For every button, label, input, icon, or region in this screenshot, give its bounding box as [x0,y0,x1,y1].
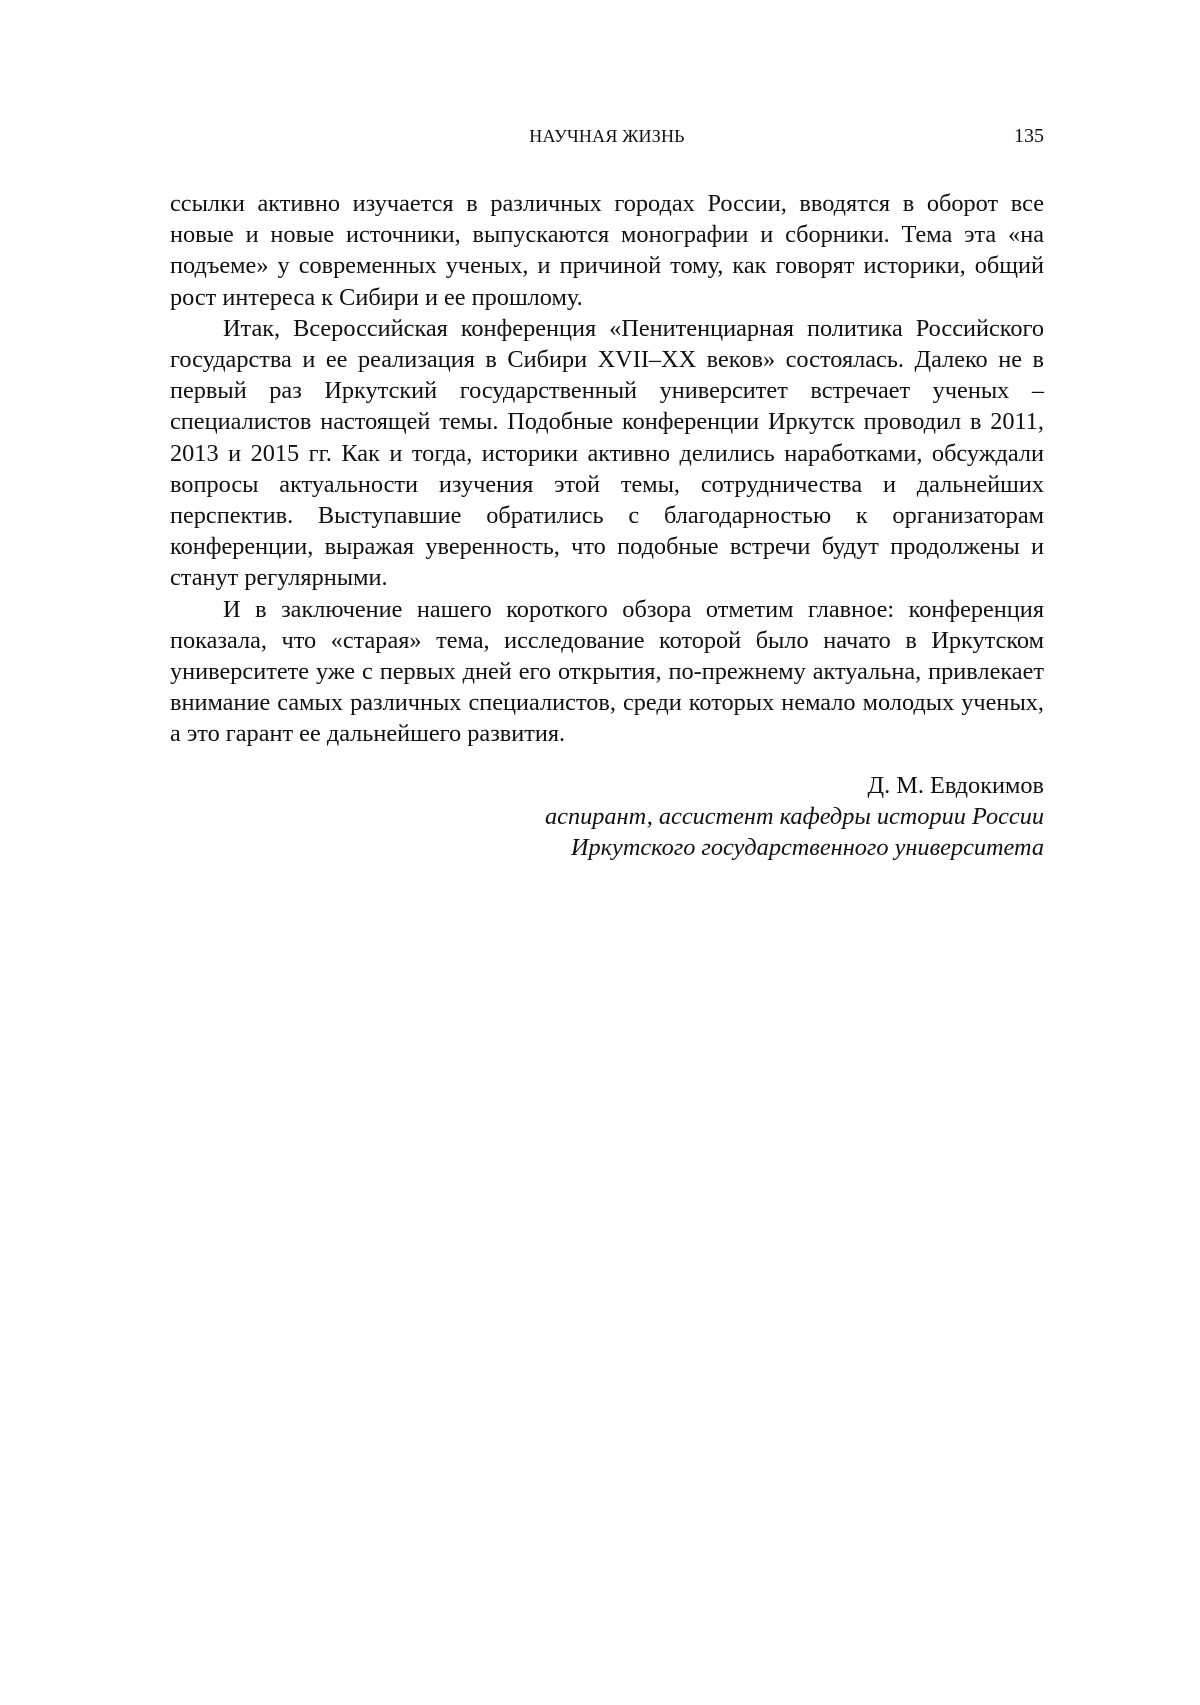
document-page [0,0,1200,1705]
author-name: Д. М. Евдокимов [170,770,1044,801]
article-body [170,188,1044,750]
page-number: 135 [1014,124,1044,148]
paragraph-conclusion: И в заключение нашего короткого обзора отметим главное: конферен­ция показала, что «старая» тема, исследование которой было начато в Ир­кутском университете уже с первых дней его открытия, по-прежнему акту­альна, привлекает внимание самых различных специалистов, среди которых немало молодых ученых, а это гарант ее дальнейшего развития. [170,594,1044,750]
author-institution: Иркутского государственного университета [170,832,1044,863]
running-title: НАУЧНАЯ ЖИЗНЬ [170,124,1044,148]
paragraph-conference-summary: Итак, Всероссийская конференция «Пенитенциарная политика Россий­ского государства и ее реализация в Сибири XVII–XX веков» состоялась. Далеко не в первый раз Иркутский государственный университет встречает ученых – специалистов настоящей темы. Подобные конференции Иркутск проводил в 2011, 2013 и 2015 гг. Как и тогда, историки активно делились наработками, обсуждали вопросы актуальности изучения этой темы, сотруд­ничества и дальнейших перспектив. Выступавшие обратились с благодарно­стью к организаторам конференции, выражая уверенность, что подобные встречи будут продолжены и станут регулярными. [170,313,1044,594]
paragraph-continuation: ссылки активно изучается в различных городах России, вводятся в оборот все новые и новые источники, выпускаются монографии и сборники. Тема эта «на подъеме» у современных ученых, и причиной тому, как говорят ис­торики, общий рост интереса к Сибири и ее прошлому. [170,188,1044,313]
author-position: аспирант, ассистент кафедры истории России [170,801,1044,832]
running-header [170,124,1044,148]
author-signature [170,770,1044,864]
